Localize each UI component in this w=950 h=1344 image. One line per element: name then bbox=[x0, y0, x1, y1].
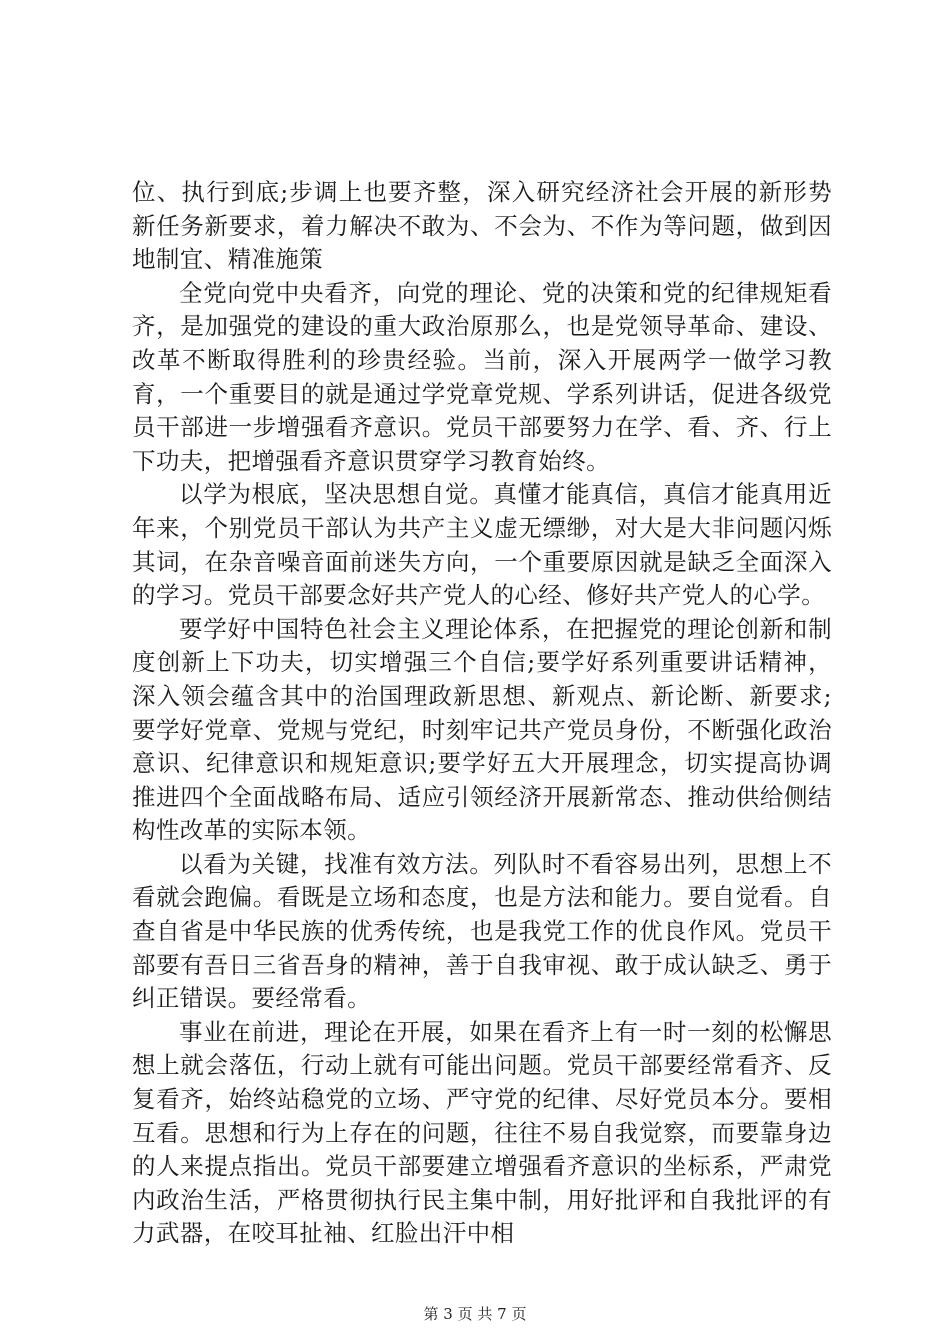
paragraph-3: 以学为根底，坚决思想自觉。真懂才能真信，真信才能真用近年来，个别党员干部认为共产主义虚无缥缈，对大是大非问题闪烁其词，在杂音噪音面前迷失方向，一个重要原因就是缺乏全面深入的学习。党员干部要念好共产党人的心经、修好共产党人的心学。 bbox=[132, 480, 832, 610]
paragraph-1: 位、执行到底;步调上也要齐整，深入研究经济社会开展的新形势新任务新要求，着力解决不敢为、不会为、不作为等问题，做到因地制宜、精准施策 bbox=[132, 178, 832, 274]
body-text bbox=[132, 176, 832, 1251]
paragraph-6: 事业在前进，理论在开展，如果在看齐上有一时一刻的松懈思想上就会落伍，行动上就有可能出问题。党员干部要经常看齐、反复看齐，始终站稳党的立场、严守党的纪律、尽好党员本分。要相互看。思想和行为上存在的问题，往往不易自我觉察，而要靠身边的人来提点指出。党员干部要建立增强看齐意识的坐标系，严肃党内政治生活，严格贯彻执行民主集中制，用好批评和自我批评的有力武器，在咬耳扯袖、红脸出汗中相 bbox=[132, 1017, 832, 1248]
paragraph-5: 以看为关键，找准有效方法。列队时不看容易出列，思想上不看就会跑偏。看既是立场和态度，也是方法和能力。要自觉看。自查自省是中华民族的优秀传统，也是我党工作的优良作风。党员干部要有吾日三省吾身的精神，善于自我审视、敢于成认缺乏、勇于纠正错误。要经常看。 bbox=[132, 849, 832, 1013]
paragraph-4: 要学好中国特色社会主义理论体系，在把握党的理论创新和制度创新上下功夫，切实增强三个自信;要学好系列重要讲话精神，深入领会蕴含其中的治国理政新思想、新观点、新论断、新要求;要学好党章、党规与党纪，时刻牢记共产党员身份，不断强化政治意识、纪律意识和规矩意识;要学好五大开展理念，切实提高协调推进四个全面战略布局、适应引领经济开展新常态、推动供给侧结构性改革的实际本领。 bbox=[132, 614, 832, 845]
paragraph-2: 全党向党中央看齐，向党的理论、党的决策和党的纪律规矩看齐，是加强党的建设的重大政治原那么，也是党领导革命、建设、改革不断取得胜利的珍贵经验。当前，深入开展两学一做学习教育，一个重要目的就是通过学党章党规、学系列讲话，促进各级党员干部进一步增强看齐意识。党员干部要努力在学、看、齐、行上下功夫，把增强看齐意识贯穿学习教育始终。 bbox=[132, 278, 832, 475]
page-number-footer: 第 3 页 共 7 页 bbox=[423, 1305, 527, 1323]
